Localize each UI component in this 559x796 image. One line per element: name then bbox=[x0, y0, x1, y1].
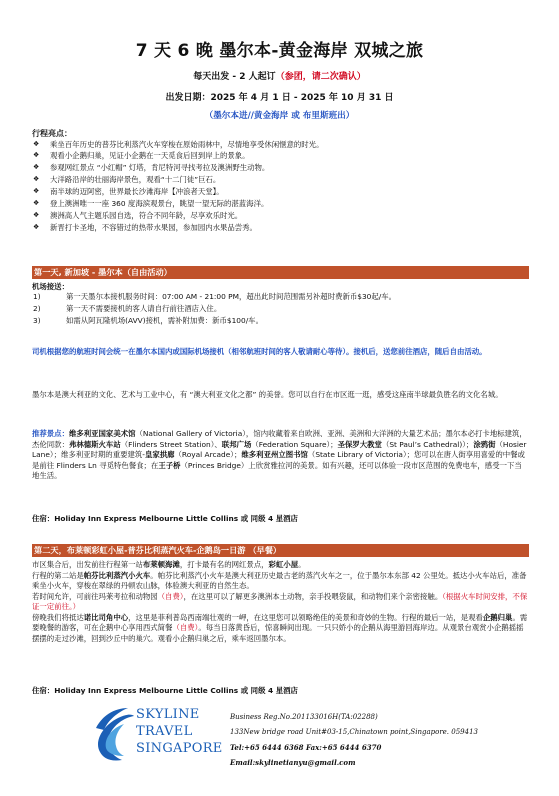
day1-accommodation bbox=[32, 514, 529, 524]
day1-pickup bbox=[32, 282, 529, 328]
list-item: 2) 第一天不需要接机的客人请自行前往酒店入住。 bbox=[33, 303, 222, 313]
list-item: 1) 第一天墨尔本接机服务时间：07:00 AM - 21:00 PM，超出此时间范围需另补超时费新币$30起/车。 bbox=[33, 291, 397, 301]
highlights-list bbox=[32, 140, 529, 235]
highlights-section bbox=[32, 129, 529, 235]
pickup-notice: 司机根据您的航班时间会统一在墨尔本国内或国际机场接机（相邻航班时间的客人敬请耐心等待）。接机后，送您前往酒店，随后自由活动。 bbox=[32, 347, 487, 356]
list-item: ❖ 大洋路沿岸的壮丽海岸景色，观看“十二门徒”巨石。 bbox=[33, 175, 221, 185]
company-phone: Tel:+65 6444 6368 Fax:+65 6444 6370 bbox=[230, 743, 382, 752]
confirm-note: （参团，请二次确认） bbox=[275, 72, 366, 82]
swirl-logo-icon bbox=[92, 704, 136, 766]
stay-label: 住宿： bbox=[32, 514, 55, 523]
frequency-text: 每天出发 - 2 人起订 bbox=[193, 72, 276, 82]
business-reg: Business Reg.No.201133016H(TA:02288) bbox=[230, 713, 378, 721]
list-item: ❖ 南半球的迈阿密，世界最长沙滩海岸【冲浪者天堂】。 bbox=[33, 187, 224, 197]
diamond-bullet-icon: ❖ bbox=[33, 199, 40, 207]
diamond-bullet-icon: ❖ bbox=[33, 187, 40, 196]
list-item: 3) 如需从阿瓦隆机场(AVV)接机，需补附加费：新币$100/车。 bbox=[33, 315, 263, 325]
highlights-heading: 行程亮点： bbox=[32, 129, 72, 138]
diamond-bullet-icon: ❖ bbox=[33, 222, 40, 231]
departure-frequency bbox=[0, 72, 559, 84]
logo-text: SKYLINE TRAVEL SINGAPORE bbox=[136, 707, 223, 756]
day2-accommodation bbox=[32, 686, 529, 696]
day2-itinerary: 市区集合后，出发前往行程第一站布莱顿海滩，打卡最有名的网红景点，彩虹小屋。 行程的第二站是帕芬比利蒸汽小火车。帕芬比利蒸汽小火车是澳大利亚历史最古老的蒸汽火车之一，位于墨尔本东部 42 公里处。抵达小火车站后，准备乘坐小火车，穿梭在翠绿的丹顿农山脉，体验澳大利亚的自然生态。 若时间允许，可前往玛莱考拉和动物园（自费），在这里可以了解更多澳洲本土动物，亲手投喂袋鼠，和动物们来个亲密接触。（根据火车时间安排，不保证一定前往。） 傍晚我们将抵达诺比司角中心，这里是菲利普岛西南端壮观的一岬，在这里您可以领略绝佳的美景和奇妙的生物。行程的最后一站，是观看企鹅归巢。需要晚餐的游客，可在企鹅中心享用西式简餐（自费）。每当日落黄昏后，惊喜瞬间出现。一只只娇小的企鹅从海里游回海岸边。从观景台观赏小企鹅摇摇摆摆的走过沙滩，回到沙丘中的巢穴。观看小企鹅归巢之后，乘车返回墨尔本。 bbox=[32, 560, 528, 643]
diamond-bullet-icon: ❖ bbox=[33, 175, 40, 184]
diamond-bullet-icon: ❖ bbox=[33, 210, 40, 219]
recommend-label: 推荐景点： bbox=[32, 429, 69, 438]
company-footer bbox=[0, 700, 559, 796]
company-email[interactable]: Email:skylinetianyu@gmail.com bbox=[230, 758, 356, 767]
list-item: ❖ 登上澳洲唯一一座 360 度海滨观景台，眺望一望无际的湛蓝海洋。 bbox=[33, 199, 269, 208]
stay-label: 住宿： bbox=[32, 686, 55, 695]
diamond-bullet-icon: ❖ bbox=[33, 163, 40, 172]
list-item: ❖ 参观网红景点 “小红帽” 灯塔，肯尼特河寻找考拉及澳洲野生动物。 bbox=[33, 163, 270, 173]
list-item: ❖ 新晋打卡圣地，不容错过的热带水果园，参加园内水果品尝秀。 bbox=[33, 222, 257, 232]
list-item: ❖ 澳洲高人气主题乐园自选，符合不同年龄，尽享欢乐时光。 bbox=[33, 210, 243, 220]
page-title: 7 天 6 晚 墨尔本-黄金海岸 双城之旅 bbox=[135, 41, 424, 61]
company-details bbox=[230, 710, 478, 770]
recommended-spots: 推荐景点：维多利亚国家美术馆（National Gallery of Victoria），馆内收藏着来自欧洲、亚洲、美洲和大洋洲的大量艺术品；墨尔本必打卡地标建筑，杰伦同款：弗林德斯火车站（Flinders Street Station）、联邦广场（Federation Square）；圣保罗大教堂（St Paul’s Cathedral)）；涂鸦街（Hosier Lane）；维多利亚时期的重要建筑-皇家拱廊（Royal Arcade）；维多利亚州立图书馆（State Library of Victoria）；您可以在唐人街享用喜爱的中餐或是前往 Flinders Ln 寻觅特色餐食；在王子桥（Princes Bridge）上欣赏雅拉河的美景。如有兴趣，还可以体验一段市区范围的免费电车，感受一下当地生活。 bbox=[32, 429, 527, 481]
list-item: ❖ 观看小企鹅归巢，见证小企鹅在一天觅食后回到岸上的景象。 bbox=[33, 151, 250, 161]
company-address: 133New bridge road Unit#03-15,Chinatown point,Singapore. 059413 bbox=[230, 728, 478, 736]
stay-value: Holiday Inn Express Melbourne Little Collins 或 同级 4 星酒店 bbox=[54, 514, 298, 523]
pickup-list bbox=[32, 292, 529, 328]
day2-header-bar: 第二天，布莱顿彩虹小屋-普芬比利蒸汽火车-企鹅岛一日游 （早餐） bbox=[32, 544, 529, 557]
diamond-bullet-icon: ❖ bbox=[33, 139, 40, 148]
route-note: （墨尔本进//黄金海岸 或 布里斯班出） bbox=[204, 111, 355, 121]
pickup-heading: 机场接送： bbox=[32, 282, 69, 291]
stay-value: Holiday Inn Express Melbourne Little Collins 或 同级 4 星酒店 bbox=[54, 686, 298, 695]
list-item: ❖ 乘坐百年历史的普芬比利蒸汽火车穿梭在原始雨林中，尽情地享受休闲惬意的时光。 bbox=[33, 139, 324, 149]
departure-dates: 出发日期：2025 年 4 月 1 日 - 2025 年 10 月 31 日 bbox=[165, 93, 394, 103]
melbourne-intro: 墨尔本是澳大利亚的文化、艺术与工业中心，有 “澳大利亚文化之都” 的美誉。您可以自行在市区逛一逛，感受这座南半球最负胜名的文化名城。 bbox=[32, 390, 503, 399]
company-logo bbox=[92, 704, 232, 764]
day1-header-bar: 第一天, 新加坡 - 墨尔本（自由活动） bbox=[32, 266, 529, 279]
diamond-bullet-icon: ❖ bbox=[33, 151, 40, 160]
